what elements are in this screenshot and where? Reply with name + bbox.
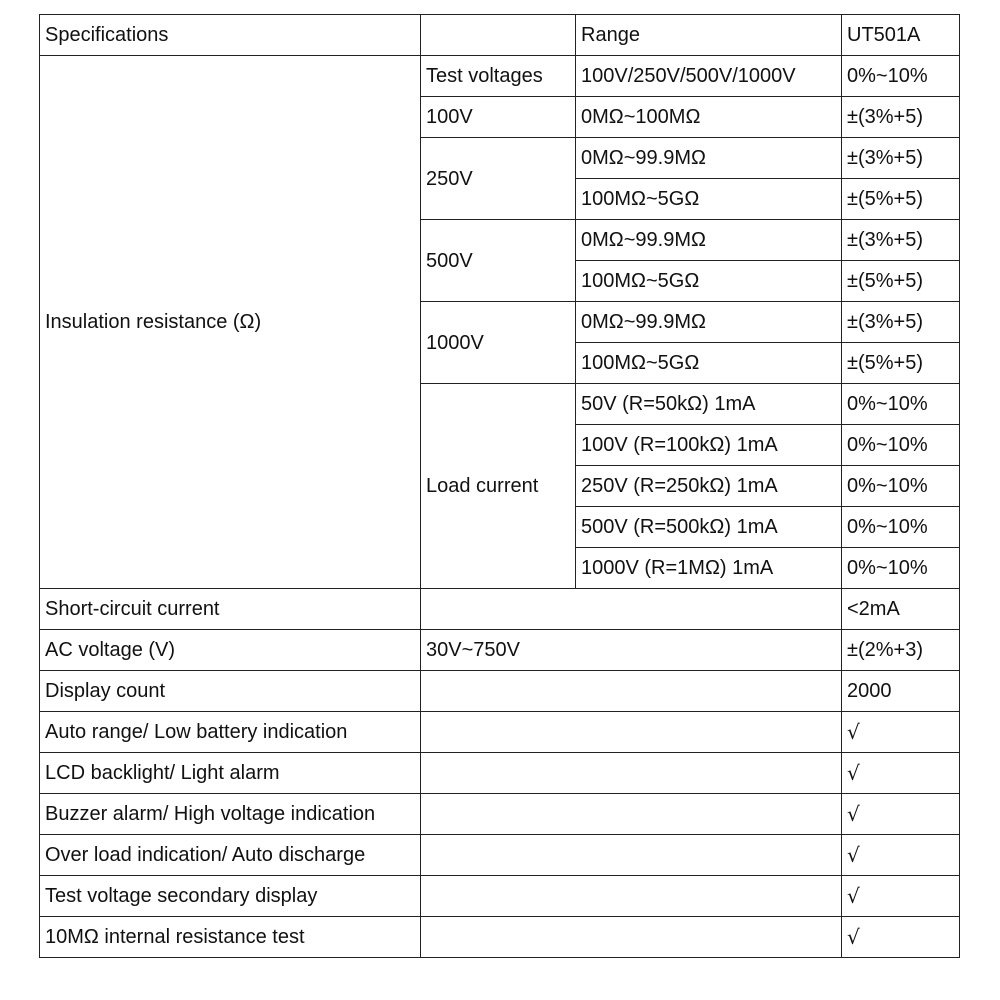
table-row bbox=[40, 835, 960, 876]
table-header-row bbox=[40, 15, 960, 56]
table-row bbox=[40, 671, 960, 712]
voltage-1000v-label: 1000V bbox=[421, 302, 576, 384]
accuracy-cell: ±(3%+5) bbox=[842, 138, 960, 179]
empty-cell bbox=[421, 917, 842, 958]
voltage-500v-label: 500V bbox=[421, 220, 576, 302]
accuracy-cell: ±(5%+5) bbox=[842, 179, 960, 220]
range-cell: 500V (R=500kΩ) 1mA bbox=[576, 507, 842, 548]
range-cell: 50V (R=50kΩ) 1mA bbox=[576, 384, 842, 425]
range-cell: 100MΩ~5GΩ bbox=[576, 343, 842, 384]
short-circuit-current-value: <2mA bbox=[842, 589, 960, 630]
accuracy-cell: 0%~10% bbox=[842, 507, 960, 548]
range-cell: 1000V (R=1MΩ) 1mA bbox=[576, 548, 842, 589]
header-empty-cell bbox=[421, 15, 576, 56]
ac-voltage-label: AC voltage (V) bbox=[40, 630, 421, 671]
voltage-250v-label: 250V bbox=[421, 138, 576, 220]
table-row bbox=[40, 630, 960, 671]
test-voltages-label: Test voltages bbox=[421, 56, 576, 97]
empty-cell bbox=[421, 589, 842, 630]
accuracy-cell: ±(5%+5) bbox=[842, 261, 960, 302]
header-range: Range bbox=[576, 15, 842, 56]
range-cell: 0MΩ~99.9MΩ bbox=[576, 220, 842, 261]
short-circuit-current-label: Short-circuit current bbox=[40, 589, 421, 630]
range-cell: 0MΩ~99.9MΩ bbox=[576, 302, 842, 343]
accuracy-cell: ±(3%+5) bbox=[842, 302, 960, 343]
insulation-resistance-label: Insulation resistance (Ω) bbox=[40, 56, 421, 589]
range-cell: 250V (R=250kΩ) 1mA bbox=[576, 466, 842, 507]
feature-label: LCD backlight/ Light alarm bbox=[40, 753, 421, 794]
range-cell: 0MΩ~100MΩ bbox=[576, 97, 842, 138]
accuracy-cell: ±(5%+5) bbox=[842, 343, 960, 384]
accuracy-cell: ±(3%+5) bbox=[842, 220, 960, 261]
feature-label: Over load indication/ Auto discharge bbox=[40, 835, 421, 876]
feature-label: Auto range/ Low battery indication bbox=[40, 712, 421, 753]
feature-label: Test voltage secondary display bbox=[40, 876, 421, 917]
display-count-value: 2000 bbox=[842, 671, 960, 712]
accuracy-cell: 0%~10% bbox=[842, 548, 960, 589]
specifications-table bbox=[39, 14, 960, 958]
range-cell: 100MΩ~5GΩ bbox=[576, 179, 842, 220]
check-mark: √ bbox=[842, 712, 960, 753]
table-row bbox=[40, 876, 960, 917]
table-row bbox=[40, 56, 960, 97]
accuracy-cell: 0%~10% bbox=[842, 384, 960, 425]
table-row bbox=[40, 589, 960, 630]
range-cell: 100V (R=100kΩ) 1mA bbox=[576, 425, 842, 466]
header-specifications: Specifications bbox=[40, 15, 421, 56]
ac-voltage-accuracy: ±(2%+3) bbox=[842, 630, 960, 671]
empty-cell bbox=[421, 835, 842, 876]
empty-cell bbox=[421, 712, 842, 753]
accuracy-cell: ±(3%+5) bbox=[842, 97, 960, 138]
accuracy-cell: 0%~10% bbox=[842, 425, 960, 466]
range-cell: 0MΩ~99.9MΩ bbox=[576, 138, 842, 179]
range-cell: 100MΩ~5GΩ bbox=[576, 261, 842, 302]
empty-cell bbox=[421, 876, 842, 917]
table-row bbox=[40, 794, 960, 835]
accuracy-cell: 0%~10% bbox=[842, 56, 960, 97]
feature-label: Buzzer alarm/ High voltage indication bbox=[40, 794, 421, 835]
check-mark: √ bbox=[842, 794, 960, 835]
check-mark: √ bbox=[842, 917, 960, 958]
table-row bbox=[40, 712, 960, 753]
empty-cell bbox=[421, 671, 842, 712]
header-model: UT501A bbox=[842, 15, 960, 56]
load-current-label: Load current bbox=[421, 384, 576, 589]
check-mark: √ bbox=[842, 753, 960, 794]
table-row bbox=[40, 753, 960, 794]
accuracy-cell: 0%~10% bbox=[842, 466, 960, 507]
check-mark: √ bbox=[842, 876, 960, 917]
table-row bbox=[40, 917, 960, 958]
empty-cell bbox=[421, 794, 842, 835]
feature-label: 10MΩ internal resistance test bbox=[40, 917, 421, 958]
check-mark: √ bbox=[842, 835, 960, 876]
range-cell: 100V/250V/500V/1000V bbox=[576, 56, 842, 97]
ac-voltage-range: 30V~750V bbox=[421, 630, 842, 671]
empty-cell bbox=[421, 753, 842, 794]
voltage-100v-label: 100V bbox=[421, 97, 576, 138]
display-count-label: Display count bbox=[40, 671, 421, 712]
